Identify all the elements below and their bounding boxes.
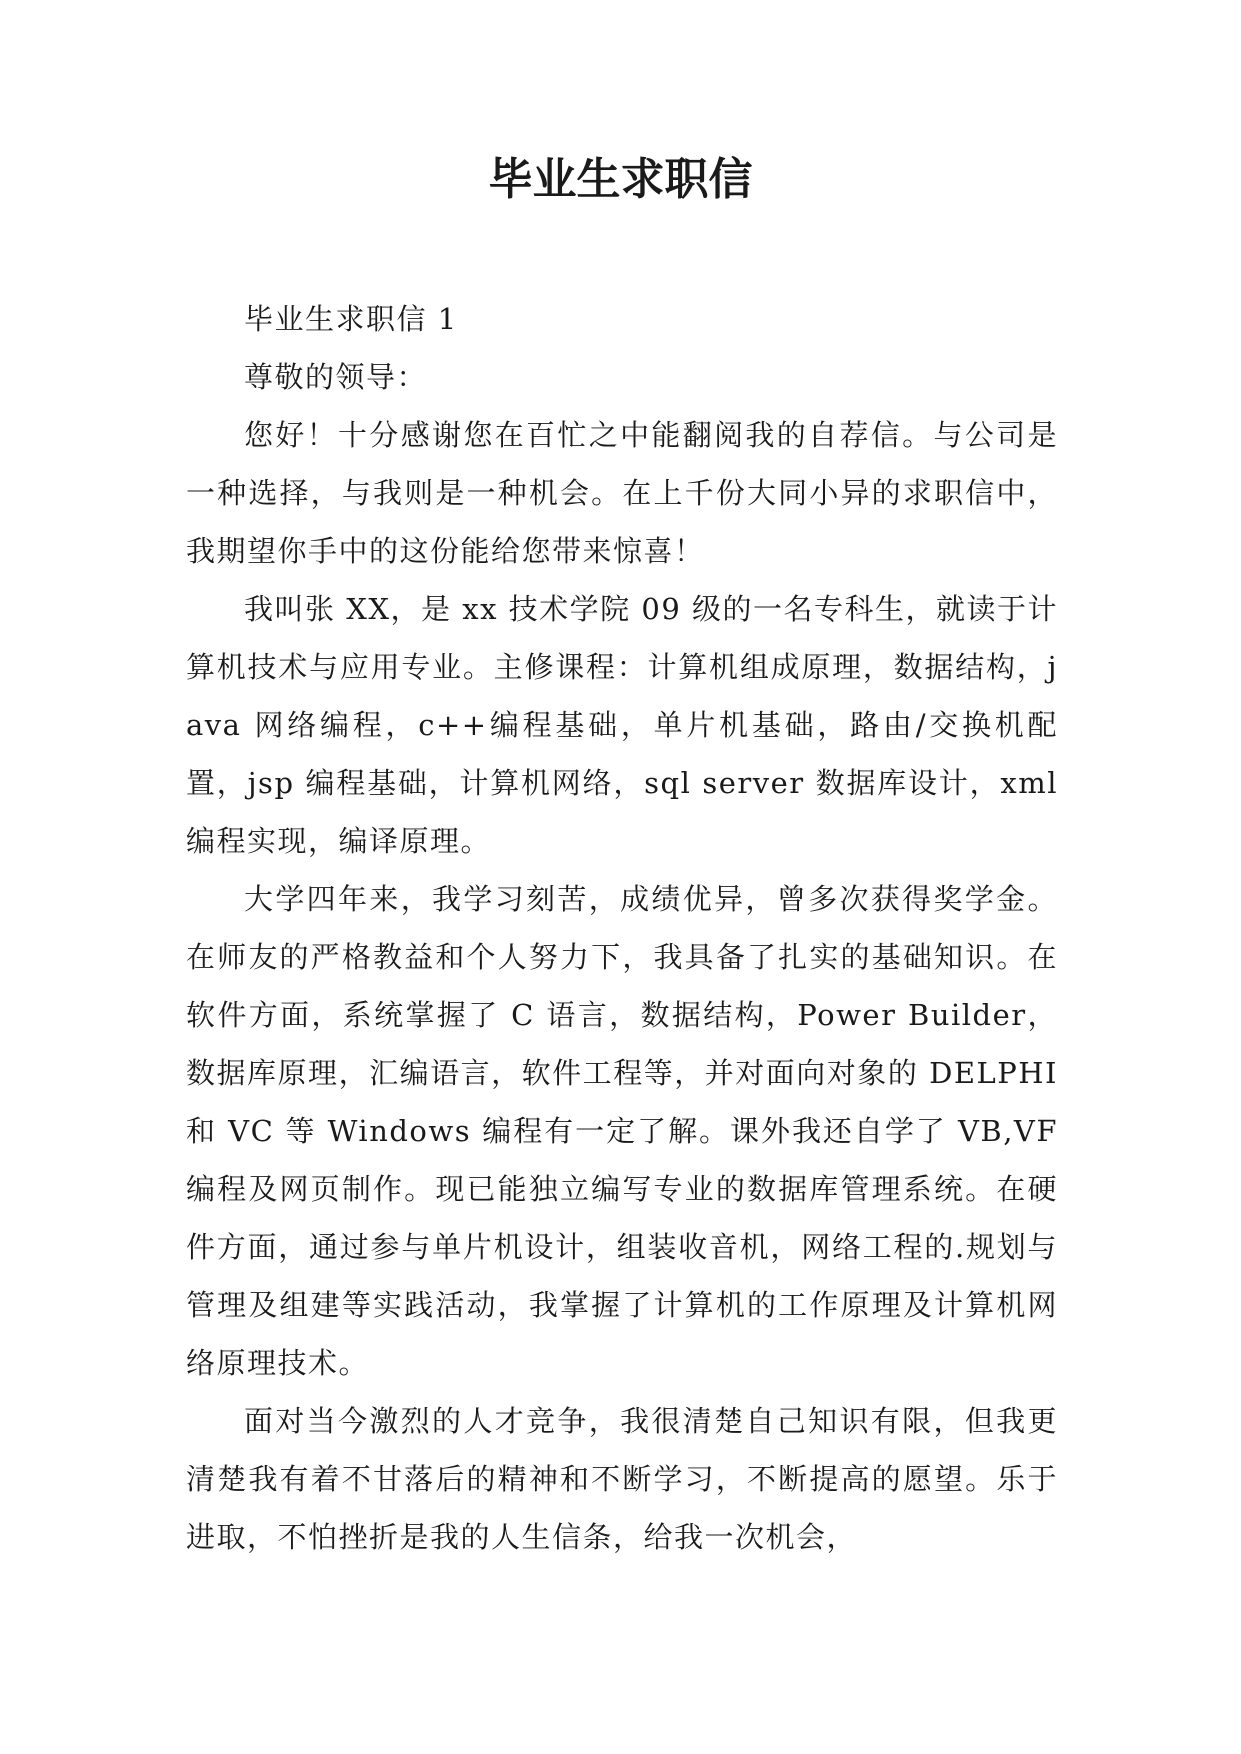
document-title: 毕业生求职信 [488, 154, 753, 205]
paragraph-greeting: 您好！十分感谢您在百忙之中能翻阅我的自荐信。与公司是一种选择，与我则是一种机会。在上千份大同小异的求职信中，我期望你手中的这份能给您带来惊喜！ [186, 418, 1058, 568]
paragraph-introduction: 我叫张 XX，是 xx 技术学院 09 级的一名专科生，就读于计算机技术与应用专业。主修课程：计算机组成原理，数据结构，java 网络编程，c++编程基础，单片机基础，路由/交换机配置，jsp 编程基础，计算机网络，sql server 数据库设计，xml 编程实现，编译原理。 [186, 592, 1058, 858]
letter-heading: 毕业生求职信 1 [244, 302, 458, 336]
paragraph-skills: 大学四年来，我学习刻苦，成绩优异，曾多次获得奖学金。在师友的严格教益和个人努力下，我具备了扎实的基础知识。在软件方面，系统掌握了 C 语言，数据结构，Power Builder，数据库原理，汇编语言，软件工程等，并对面向对象的 DELPHI 和 VC 等 Windows 编程有一定了解。课外我还自学了 VB,VF 编程及网页制作。现已能独立编写专业的数据库管理系统。在硬件方面，通过参与单片机设计，组装收音机，网络工程的.规划与管理及组建等实践活动，我掌握了计算机的工作原理及计算机网络原理技术。 [186, 882, 1058, 1380]
paragraph-motivation: 面对当今激烈的人才竞争，我很清楚自己知识有限，但我更清楚我有着不甘落后的精神和不断学习，不断提高的愿望。乐于进取，不怕挫折是我的人生信条，给我一次机会， [186, 1404, 1058, 1554]
document-body [186, 290, 1058, 1566]
salutation: 尊敬的领导： [244, 360, 428, 394]
